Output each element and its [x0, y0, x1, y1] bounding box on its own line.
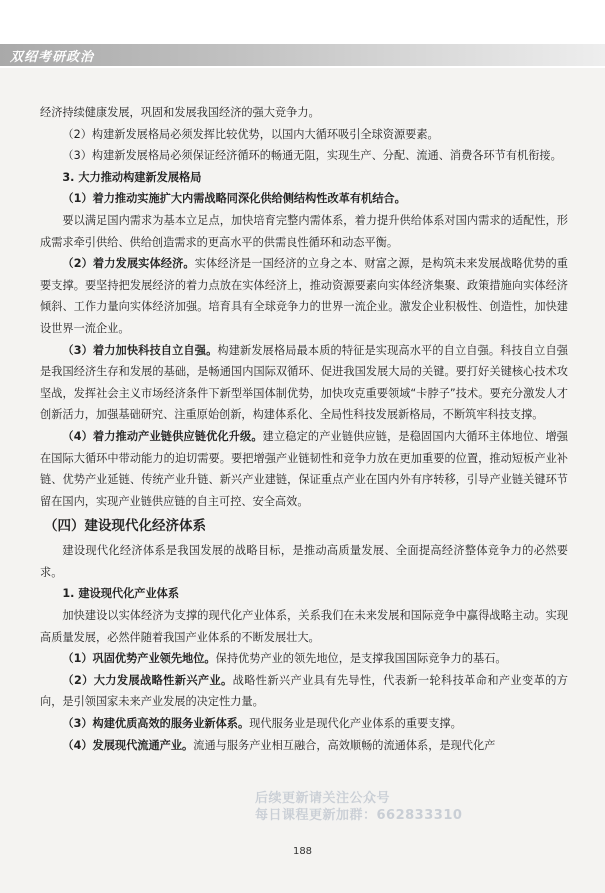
item-3-4-body: 建立稳定的产业链供应链，是稳固国内大循环主体地位、增强在国际大循环中带动能力的迫切需要。要把增强产业链韧性和竞争力放在更加重要的位置，推动短板产业补链、优势产业延链、传统产业升链、新兴产业建链，保证重点产业在国内外有序转移，引导产业链关键环节留在国内，实现产业链供应链的自主可控、安全高效。 [40, 429, 568, 508]
watermark [255, 790, 462, 824]
item-3-1 [40, 188, 568, 210]
item-4-1-1-body: 保持优势产业的领先地位，是支撑我国国际竞争力的基石。 [215, 652, 507, 666]
page-content [40, 102, 568, 756]
item-3-2-body: 实体经济是一国经济的立身之本、财富之源，是构筑未来发展战略优势的重要支撑。要坚持把发展经济的着力点放在实体经济上，推动资源要素向实体经济集聚、政策措施向实体经济倾斜、工作力量向实体经济加强。培育具有全球竞争力的世界一流企业。激发企业积极性、创造性，加快建设世界一流企业。 [40, 257, 568, 335]
section-4-intro: 建设现代化经济体系是我国发展的战略目标，是推动高质量发展、全面提高经济整体竞争力的必然要求。 [40, 544, 568, 579]
paragraph-continuation: 经济持续健康发展，巩固和发展我国经济的强大竞争力。 [40, 106, 320, 119]
heading-4-1: 1. 建设现代化产业体系 [62, 587, 180, 601]
section-4-title: （四）建设现代化经济体系 [44, 518, 206, 535]
item-3-2 [40, 253, 568, 339]
header-title: 双绍考研政治 [10, 50, 95, 65]
item-3-3-body: 构建新发展格局最本质的特征是实现高水平的自立自强。科技自立自强是我国经济生存和发展的基础，是畅通国内国际双循环、促进我国发展大局的关键。要打好关键核心技术攻坚战，发挥社会主义市场经济条件下新型举国体制优势，加快攻克重要领域“卡脖子”技术。要充分激发人才创新活力，加强基础研究、注重原始创新，构建体系化、全局性科技发展新格局，不断筑牢科技支撑。 [40, 343, 568, 422]
item-4-1-3-lead: （3）构建优质高效的服务业新体系。 [62, 717, 250, 731]
section-4-1-intro: 加快建设以实体经济为支撑的现代化产业体系，关系我们在未来发展和国际竞争中赢得战略主动。实现高质量发展，必然伴随着我国产业体系的不断发展壮大。 [40, 609, 568, 644]
item-4-1-3 [40, 713, 568, 735]
item-4-1-1 [40, 648, 568, 670]
paragraph-point-3: （3）构建新发展格局必须保证经济循环的畅通无阻，实现生产、分配、流通、消费各环节有机衔接。 [62, 149, 562, 163]
item-4-1-3-body: 现代服务业是现代化产业体系的重要支撑。 [249, 717, 462, 731]
watermark-line-2: 每日课程更新加群：662833310 [255, 808, 463, 823]
item-4-1-4-lead: （4）发展现代流通产业。 [62, 738, 194, 752]
paragraph-point-2: （2）构建新发展格局必须发挥比较优势，以国内大循环吸引全球资源要素。 [62, 127, 439, 141]
watermark-line-1: 后续更新请关注公众号 [255, 791, 391, 806]
item-4-1-2 [40, 670, 568, 713]
item-3-4 [40, 426, 568, 512]
item-3-3 [40, 340, 568, 426]
item-3-1-body: 要以满足国内需求为基本立足点，加快培育完整内需体系，着力提升供给体系对国内需求的适配性，形成需求牵引供给、供给创造需求的更高水平的供需良性循环和动态平衡。 [40, 213, 568, 249]
item-4-1-4 [40, 735, 568, 757]
item-4-1-2-lead: （2）大力发展战略性新兴产业。 [62, 673, 233, 687]
item-3-4-lead: （4）着力推动产业链供应链优化升级。 [62, 429, 263, 443]
item-4-1-4-body: 流通与服务产业相互融合，高效顺畅的流通体系，是现代化产 [193, 738, 496, 752]
item-3-2-lead: （2）着力发展实体经济。 [62, 257, 195, 271]
item-3-3-lead: （3）着力加快科技自立自强。 [62, 343, 218, 357]
item-4-1-1-lead: （1）巩固优势产业领先地位。 [62, 652, 216, 666]
page-number: 188 [292, 846, 313, 857]
item-3-1-lead: （1）着力推动实施扩大内需战略同深化供给侧结构性改革有机结合。 [62, 192, 406, 206]
heading-3: 3. 大力推动构建新发展格局 [62, 170, 202, 184]
item-4-1-2-body: 战略性新兴产业具有先导性，代表新一轮科技革命和产业变革的方向，是引领国家未来产业发展的决定性力量。 [40, 673, 568, 709]
